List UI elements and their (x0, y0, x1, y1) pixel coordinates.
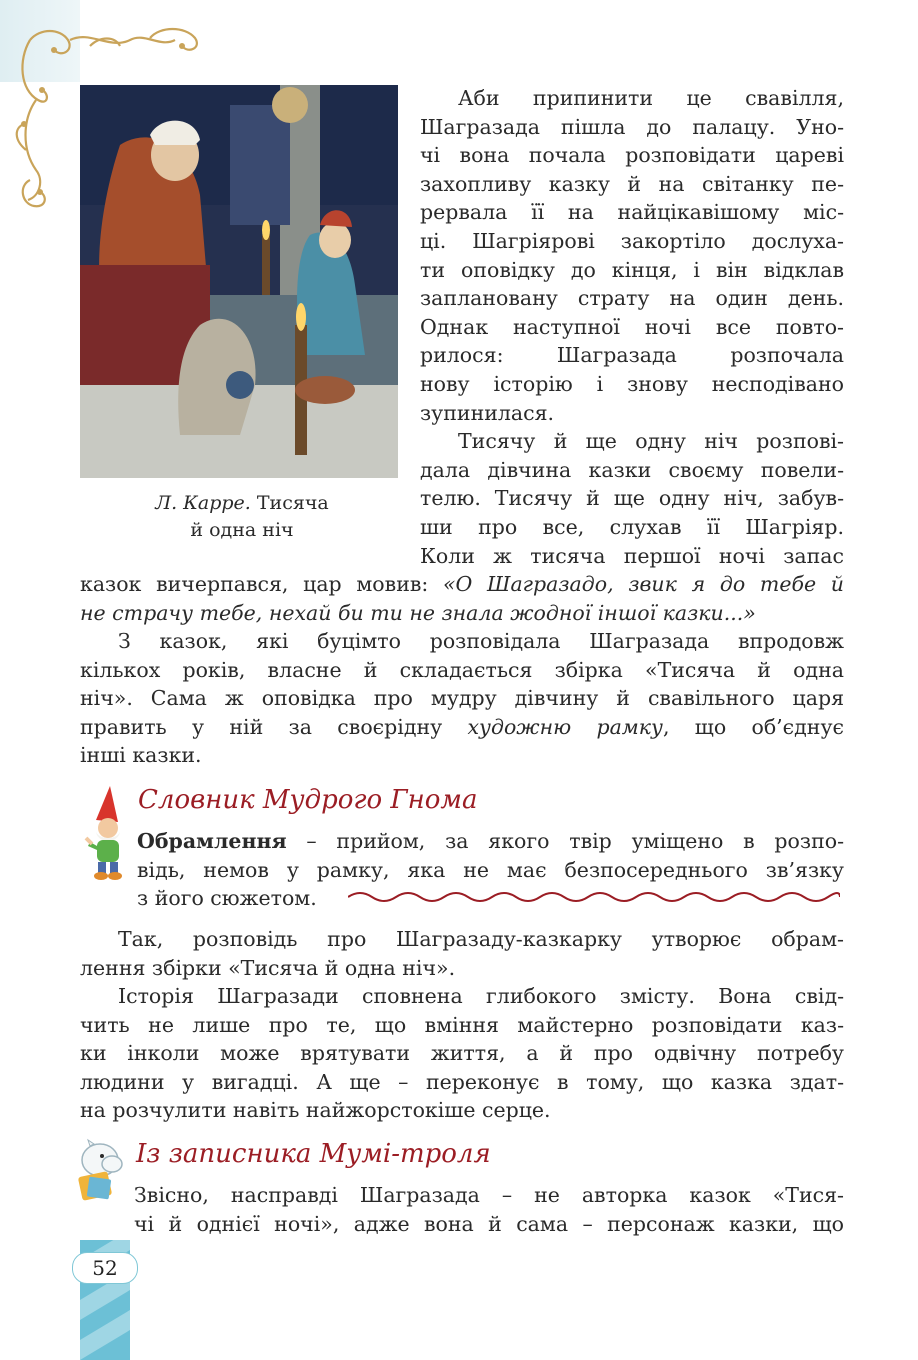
text-line: Звісно, насправді Шагразада – не авторка казок «Тися- (134, 1183, 844, 1207)
notebook-text (134, 1181, 844, 1238)
text-line: чі вона почала розповідати цареві (420, 143, 844, 168)
text-line: відь, немов у рамку, яка не має безпосереднього зв’язку (137, 857, 844, 882)
text-line: на розчулити навіть найжорстокіше серце. (80, 1098, 551, 1123)
text-line: інші казки. (80, 743, 202, 768)
paragraph-quote (80, 570, 844, 627)
text-line (137, 827, 844, 856)
glossary-term: Обрамлення (137, 829, 287, 853)
text-line: рервала її на найцікавішому міс- (420, 200, 844, 225)
text-line: ши про все, слухав її Шагріяр. (420, 514, 844, 539)
text-line: Історія Шагразади сповнена глибокого змісту. Вона свід- (118, 984, 844, 1008)
text-line (80, 570, 844, 599)
quote-text: не страчу тебе, нехай би ти не знала жодної іншої казки...» (80, 600, 756, 625)
text-line: заплановану страту на один день. (420, 286, 844, 311)
text-line: Однак наступної ночі все повто- (420, 314, 844, 339)
text-span: править у ній за своєрідну (80, 714, 468, 739)
text-line: лення збірки «Тисяча й одна ніч». (80, 955, 456, 980)
text-line: Так, розповідь про Шагразаду-казкарку утворює обрам- (118, 927, 844, 951)
caption-title-part1: Тисяча (256, 492, 329, 514)
glossary-title: Словник Мудрого Гнома (138, 785, 478, 815)
notebook-title: Із записника Мумі-троля (136, 1139, 491, 1169)
text-span: казок вичерпався, цар мовив: (80, 572, 443, 596)
paragraph-framing-result (80, 925, 844, 982)
caption-title-part2: й одна ніч (190, 519, 294, 541)
paragraph-meaning (80, 982, 844, 1125)
quote-text: «О Шагразадо, звик я до тебе й (443, 572, 844, 596)
text-line: Коли ж тисяча першої ночі запас (420, 543, 844, 568)
emphasis-term: художню рамку (467, 714, 663, 739)
text-line: нову історію і знову несподівано (420, 371, 844, 396)
text-line: людини у вигадці. А ще – переконує в тому, що казка здат- (80, 1069, 844, 1094)
text-line: ки інколи може врятувати життя, а й про одвічну потребу (80, 1041, 844, 1066)
moomin-icon (72, 1138, 128, 1204)
text-span: – прийом, за якого твір уміщено в розпо- (286, 829, 844, 853)
text-line: чить не лише про те, що вміння майстерно розповідати каз- (80, 1012, 844, 1037)
paragraph-frame (80, 627, 844, 770)
illustration-caption (80, 490, 404, 544)
text-line: ти оповідку до кінця, і він відклав (420, 257, 844, 282)
wavy-divider (348, 888, 840, 906)
illustration-shahrazad (80, 85, 398, 478)
caption-author: Л. Карре. (155, 492, 251, 514)
page-number: 52 (72, 1252, 138, 1284)
text-line (80, 713, 844, 742)
text-line: рилося: Шагразада розпочала (420, 343, 844, 368)
text-line: дала дівчина казки своєму повели- (420, 457, 844, 482)
text-line: телю. Тисячу й ще одну ніч, забув- (420, 486, 844, 511)
text-line: Шагразада пішла до палацу. Уно- (420, 114, 844, 139)
text-line: чі й однієї ночі», адже вона й сама – персонаж казки, що (134, 1211, 844, 1236)
gnome-icon (82, 782, 134, 882)
text-span: , що об’єднує (662, 714, 844, 739)
text-line: кількох років, власне й складається збірка «Тисяча й одна (80, 657, 844, 682)
text-line: ці. Шагріярові закортіло дослуха- (420, 228, 844, 253)
text-line: ніч». Сама ж оповідка про мудру дівчину й свавільного царя (80, 686, 844, 711)
column-text (420, 84, 844, 570)
text-line: зупинилася. (420, 400, 555, 425)
text-line: З казок, які буцімто розповідала Шагразада впродовж (118, 629, 844, 653)
text-line: Аби припинити це свавілля, (458, 86, 844, 110)
text-line: з його сюжетом. (137, 886, 317, 911)
text-line: Тисячу й ще одну ніч розпові- (458, 429, 844, 454)
text-line: захопливу казку й на світанку пе- (420, 171, 844, 196)
